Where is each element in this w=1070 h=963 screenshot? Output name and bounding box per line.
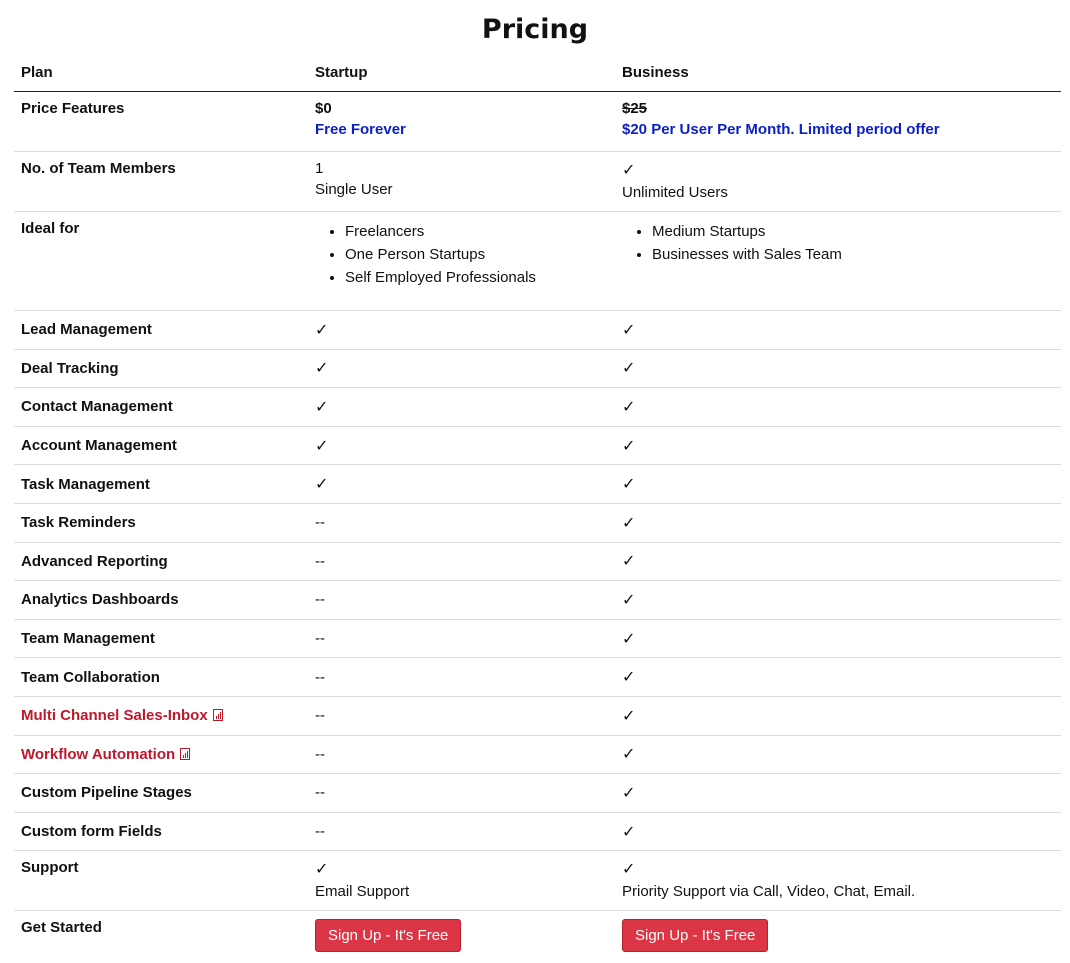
startup-support-note: Email Support (315, 883, 410, 901)
table-row (14, 503, 1061, 542)
feature-label: Custom Pipeline Stages (21, 784, 192, 802)
startup-feature-cell (308, 619, 615, 658)
check-icon: ✓ (315, 437, 329, 455)
feature-cell (14, 388, 308, 427)
check-icon: ✓ (622, 360, 636, 378)
startup-header: Startup (308, 54, 615, 92)
business-team-cell (615, 152, 1061, 212)
check-icon: ✓ (315, 321, 329, 339)
feature-label: Lead Management (21, 321, 152, 339)
check-icon: ✓ (622, 514, 636, 532)
feature-label: Get Started (21, 919, 102, 937)
business-feature-cell (615, 658, 1061, 697)
business-support-cell (615, 851, 1061, 911)
feature-label: Ideal for (14, 212, 308, 311)
business-feature-cell (615, 774, 1061, 813)
startup-team-note: Single User (315, 181, 393, 198)
not-included-dash: -- (315, 707, 325, 725)
feature-label: Price Features (14, 92, 308, 152)
startup-feature-cell (308, 774, 615, 813)
check-icon: ✓ (622, 321, 636, 339)
check-icon: ✓ (622, 707, 636, 725)
feature-cell (14, 349, 308, 388)
team-members-row (14, 152, 1061, 212)
business-signup-button[interactable]: Sign Up - It's Free (622, 919, 768, 952)
table-row (14, 542, 1061, 581)
business-team-note: Unlimited Users (622, 184, 728, 201)
feature-cell (14, 542, 308, 581)
feature-label: No. of Team Members (14, 152, 308, 212)
check-icon: ✓ (315, 398, 329, 416)
check-icon: ✓ (315, 360, 329, 378)
check-icon: ✓ (622, 669, 636, 687)
business-feature-cell (615, 581, 1061, 620)
feature-cell (14, 619, 308, 658)
not-included-dash: -- (315, 823, 325, 841)
check-icon: ✓ (315, 476, 329, 494)
check-icon: ✓ (622, 784, 636, 802)
table-row (14, 426, 1061, 465)
check-icon: ✓ (315, 861, 329, 879)
startup-price-cell (308, 92, 615, 152)
table-row (14, 658, 1061, 697)
feature-label: Support (14, 851, 308, 911)
startup-feature-cell (308, 812, 615, 851)
check-icon: ✓ (622, 630, 636, 648)
check-icon: ✓ (622, 398, 636, 416)
check-icon: ✓ (622, 476, 636, 494)
table-header-row (14, 54, 1061, 92)
table-row (14, 812, 1061, 851)
startup-feature-cell (308, 658, 615, 697)
list-item: • One Person Startups (345, 243, 608, 266)
business-feature-cell (615, 465, 1061, 504)
startup-signup-button[interactable]: Sign Up - It's Free (315, 919, 461, 952)
bar-chart-icon[interactable] (180, 748, 190, 760)
business-feature-cell (615, 426, 1061, 465)
startup-support-cell (308, 851, 615, 911)
startup-feature-cell (308, 735, 615, 774)
feature-cell (14, 426, 308, 465)
business-header: Business (615, 54, 1061, 92)
business-price-cell (615, 92, 1061, 152)
business-support-note: Priority Support via Call, Video, Chat, Email. (622, 883, 916, 901)
business-ideal-cell (615, 212, 1061, 311)
business-feature-cell (615, 812, 1061, 851)
list-item: • Businesses with Sales Team (652, 243, 1054, 266)
not-included-dash: -- (315, 591, 325, 609)
startup-feature-cell (308, 465, 615, 504)
startup-feature-cell (308, 426, 615, 465)
startup-feature-cell (308, 349, 615, 388)
startup-feature-cell (308, 388, 615, 427)
startup-feature-cell (308, 696, 615, 735)
feature-label: Task Management (21, 475, 150, 493)
table-row (14, 349, 1061, 388)
feature-label: Team Collaboration (21, 668, 160, 686)
table-row (14, 388, 1061, 427)
feature-cell (14, 812, 308, 851)
table-row (14, 465, 1061, 504)
startup-signup-cell (308, 911, 615, 961)
startup-feature-cell (308, 503, 615, 542)
feature-label: Task Reminders (21, 514, 136, 532)
feature-cell (14, 465, 308, 504)
startup-feature-cell (308, 542, 615, 581)
business-feature-cell (615, 503, 1061, 542)
table-row (14, 619, 1061, 658)
table-row (14, 311, 1061, 350)
ideal-for-row (14, 212, 1061, 311)
check-icon: ✓ (622, 437, 636, 455)
business-feature-cell (615, 311, 1061, 350)
check-icon: ✓ (622, 591, 636, 609)
not-included-dash: -- (315, 745, 325, 763)
get-started-row (14, 911, 1061, 961)
bar-chart-icon[interactable] (213, 709, 223, 721)
support-row (14, 851, 1061, 911)
feature-cell[interactable] (14, 735, 308, 774)
plan-header: Plan (14, 54, 308, 92)
feature-cell (14, 658, 308, 697)
startup-ideal-cell (308, 212, 615, 311)
table-row (14, 696, 1061, 735)
business-feature-cell (615, 542, 1061, 581)
business-old-price: $25 (622, 100, 648, 117)
not-included-dash: -- (315, 514, 325, 532)
feature-label: Contact Management (21, 398, 173, 416)
list-item: • Freelancers (345, 220, 608, 243)
feature-label[interactable]: Multi Channel Sales-Inbox (21, 707, 208, 725)
check-icon: ✓ (622, 162, 636, 179)
startup-price-note: Free Forever (315, 121, 406, 138)
feature-label: Analytics Dashboards (21, 591, 179, 609)
check-icon: ✓ (622, 553, 636, 571)
feature-cell (14, 774, 308, 813)
table-row (14, 581, 1061, 620)
not-included-dash: -- (315, 630, 325, 648)
business-feature-cell (615, 696, 1061, 735)
feature-label: Advanced Reporting (21, 552, 168, 570)
startup-price: $0 (315, 100, 332, 117)
business-price-note: $20 Per User Per Month. Limited period offer (622, 121, 940, 138)
feature-label[interactable]: Workflow Automation (21, 745, 176, 763)
pricing-table (14, 54, 1061, 961)
not-included-dash: -- (315, 784, 325, 802)
startup-feature-cell (308, 311, 615, 350)
business-feature-cell (615, 735, 1061, 774)
list-item: • Self Employed Professionals (345, 266, 608, 289)
business-feature-cell (615, 388, 1061, 427)
feature-cell[interactable] (14, 696, 308, 735)
check-icon: ✓ (622, 861, 636, 879)
list-item: • Medium Startups (652, 220, 1054, 243)
business-signup-cell (615, 911, 1061, 961)
not-included-dash: -- (315, 552, 325, 570)
check-icon: ✓ (622, 746, 636, 764)
check-icon: ✓ (622, 823, 636, 841)
business-ideal-list (622, 220, 1054, 266)
not-included-dash: -- (315, 668, 325, 686)
startup-ideal-list (315, 220, 608, 289)
business-feature-cell (615, 349, 1061, 388)
feature-label: Deal Tracking (21, 359, 119, 377)
feature-cell (14, 581, 308, 620)
business-feature-cell (615, 619, 1061, 658)
startup-team-cell (308, 152, 615, 212)
price-row (14, 92, 1061, 152)
table-row (14, 774, 1061, 813)
startup-feature-cell (308, 581, 615, 620)
feature-cell (14, 311, 308, 350)
startup-team-value: 1 (315, 160, 324, 177)
page-title: Pricing (481, 14, 589, 45)
table-row (14, 735, 1061, 774)
feature-label: Custom form Fields (21, 823, 162, 841)
feature-label: Account Management (21, 437, 177, 455)
feature-cell (14, 503, 308, 542)
feature-label: Team Management (21, 630, 155, 648)
